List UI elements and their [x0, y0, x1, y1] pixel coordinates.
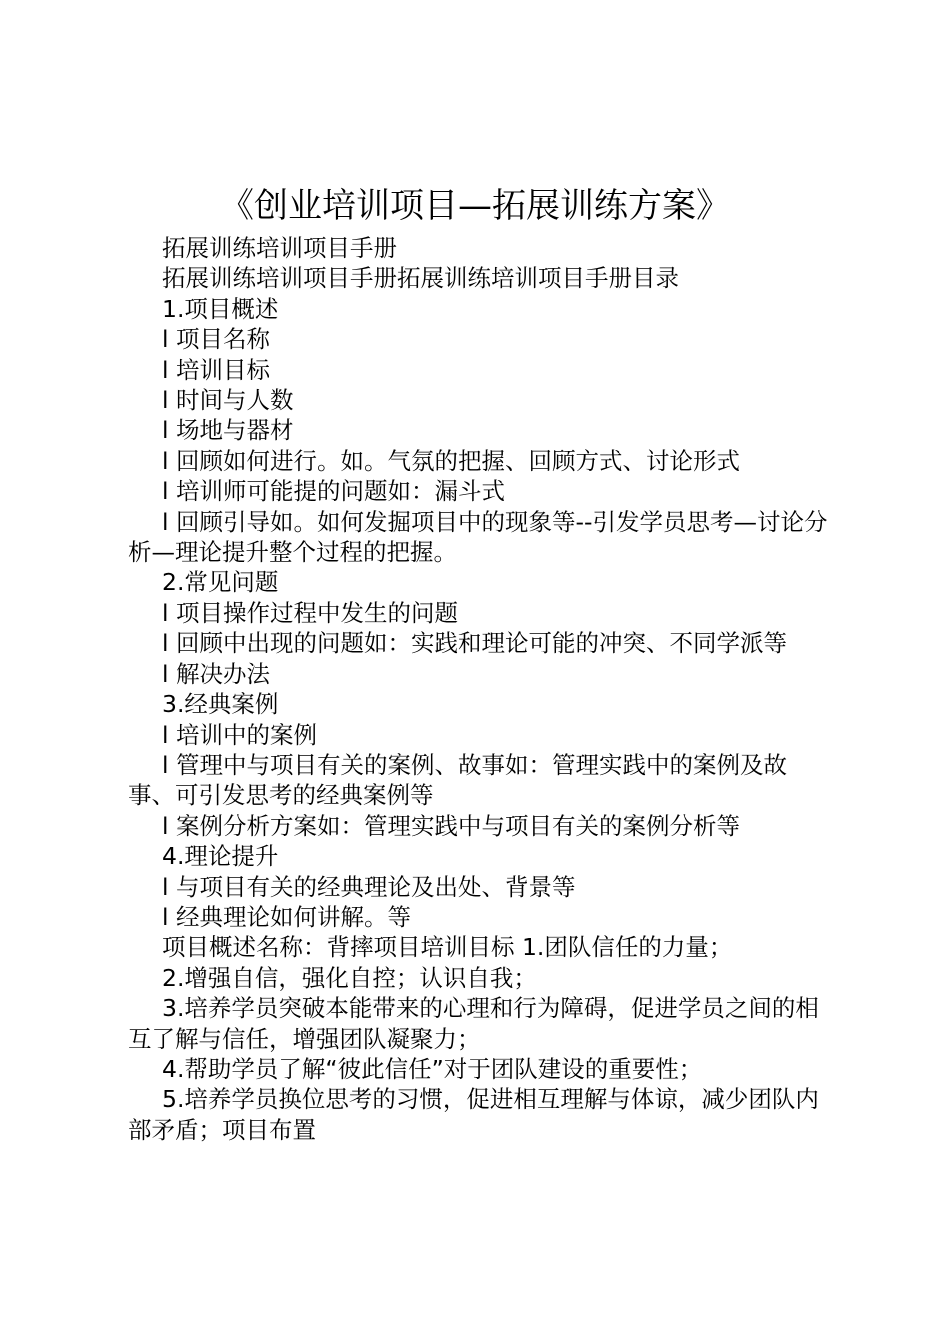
list-item: l 回顾如何进行。如。气氛的把握、回顾方式、讨论形式 — [162, 446, 740, 475]
list-item: l 管理中与项目有关的案例、故事如：管理实践中的案例及故事、可引发思考的经典案例等 — [128, 750, 787, 810]
list-item: l 解决办法 — [162, 659, 270, 688]
list-item: l 回顾中出现的问题如：实践和理论可能的冲突、不同学派等 — [162, 629, 787, 658]
paragraph: 5.培养学员换位思考的习惯，促进相互理解与体谅，减少团队内部矛盾；项目布置 — [128, 1085, 819, 1144]
paragraph: 拓展训练培训项目手册拓展训练培训项目手册目录 — [162, 264, 679, 293]
document-title: 《创业培训项目—拓展训练方案》 — [220, 186, 730, 226]
list-item: l 时间与人数 — [162, 386, 294, 415]
section-heading: 2.常见问题 — [162, 568, 279, 597]
list-item: l 案例分析方案如：管理实践中与项目有关的案例分析等 — [162, 811, 740, 840]
list-item: l 项目操作过程中发生的问题 — [162, 598, 458, 627]
paragraph: 项目概述名称：背摔项目培训目标 1.团队信任的力量； — [162, 933, 733, 962]
list-item: l 场地与器材 — [162, 416, 294, 445]
section-heading: 3.经典案例 — [162, 690, 279, 719]
paragraph: 4.帮助学员了解“彼此信任”对于团队建设的重要性； — [162, 1054, 703, 1083]
document-body — [128, 233, 832, 1145]
section-heading: 1.项目概述 — [162, 294, 279, 323]
list-item: l 项目名称 — [162, 325, 270, 354]
list-item: l 经典理论如何讲解。等 — [162, 902, 411, 931]
list-item: l 与项目有关的经典理论及出处、背景等 — [162, 872, 576, 901]
list-item: l 培训中的案例 — [162, 720, 317, 749]
paragraph: 拓展训练培训项目手册 — [162, 234, 397, 262]
list-item: l 培训师可能提的问题如：漏斗式 — [162, 477, 505, 506]
section-heading: 4.理论提升 — [162, 842, 279, 871]
paragraph: 2.增强自信，强化自控；认识自我； — [162, 963, 537, 992]
list-item: l 回顾引导如。如何发掘项目中的现象等--引发学员思考—讨论分析—理论提升整个过程的把握。 — [128, 507, 828, 567]
list-item: l 培训目标 — [162, 355, 270, 384]
paragraph: 3.培养学员突破本能带来的心理和行为障碍，促进学员之间的相互了解与信任，增强团队凝聚力； — [128, 994, 819, 1053]
